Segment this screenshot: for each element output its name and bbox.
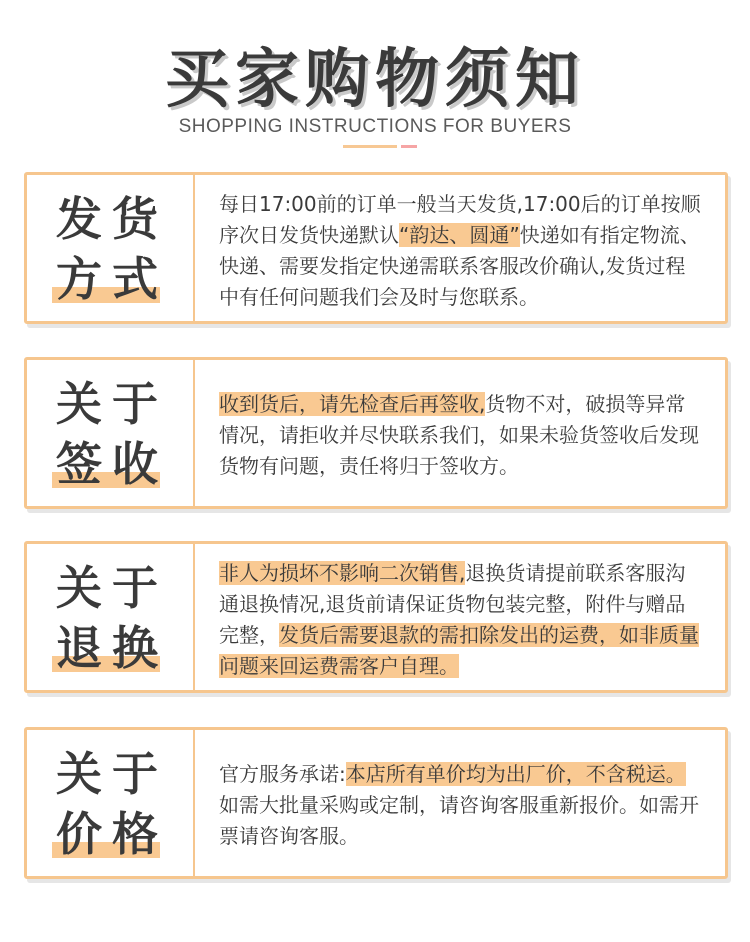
page-subtitle: SHOPPING INSTRUCTIONS FOR BUYERS (178, 116, 572, 137)
card-body-text (219, 389, 703, 482)
card-label-line1: 关于 (56, 561, 168, 615)
body-segment: 退换货请提前联系客服沟通退换情况,退货前请保证货物包装完整，附件与赠品完整， (219, 561, 686, 647)
shipping-method-card (24, 172, 728, 324)
highlighted-text: 非人为损坏不影响二次销售, (219, 561, 466, 585)
card-label (27, 730, 195, 876)
decorative-divider-pink (401, 145, 417, 148)
body-segment: 快递如有指定物流、快递、需要发指定快递需联系客服改价确认,发货过程中有任何问题我们会及时与您联系。 (219, 223, 700, 309)
card-body-text (219, 759, 703, 852)
card-body-text (219, 189, 703, 313)
highlighted-text: “韵达、圆通” (399, 223, 520, 247)
decorative-divider-orange (343, 145, 397, 148)
highlighted-text: 本店所有单价均为出厂价，不含税运。 (345, 762, 686, 786)
card-label-line2: 方式 (56, 252, 168, 306)
card-body-text (219, 558, 703, 682)
card-label-line1: 关于 (56, 747, 168, 801)
card-label (27, 544, 195, 690)
body-segment: 货物不对，破损等异常情况，请拒收并尽快联系我们，如果未验货签收后发现货物有问题，责任将归于签收方。 (219, 392, 699, 478)
card-label-line1: 关于 (56, 377, 168, 431)
highlighted-text: 收到货后，请先检查后再签收, (219, 392, 486, 416)
card-label (27, 360, 195, 506)
body-segment: 官方服务承诺: (219, 762, 346, 786)
page-header (0, 0, 750, 160)
body-segment: 每日17:00前的订单一般当天发货,17:00后的订单按顺序次日发货快递默认 (219, 192, 701, 247)
body-segment: 如需大批量采购或定制，请咨询客服重新报价。如需开票请咨询客服。 (219, 793, 699, 848)
page-title: 买家购物须知 (165, 43, 585, 117)
receipt-card (24, 357, 728, 509)
card-label (27, 175, 195, 321)
highlighted-text: 发货后需要退款的需扣除发出的运费，如非质量问题来回运费需客户自理。 (219, 623, 699, 678)
card-label-line2: 签收 (56, 437, 168, 491)
card-label-line1: 发货 (56, 192, 168, 246)
price-card (24, 727, 728, 879)
card-label-line2: 退换 (56, 621, 168, 675)
card-label-line2: 价格 (56, 807, 168, 861)
return-exchange-card (24, 541, 728, 693)
